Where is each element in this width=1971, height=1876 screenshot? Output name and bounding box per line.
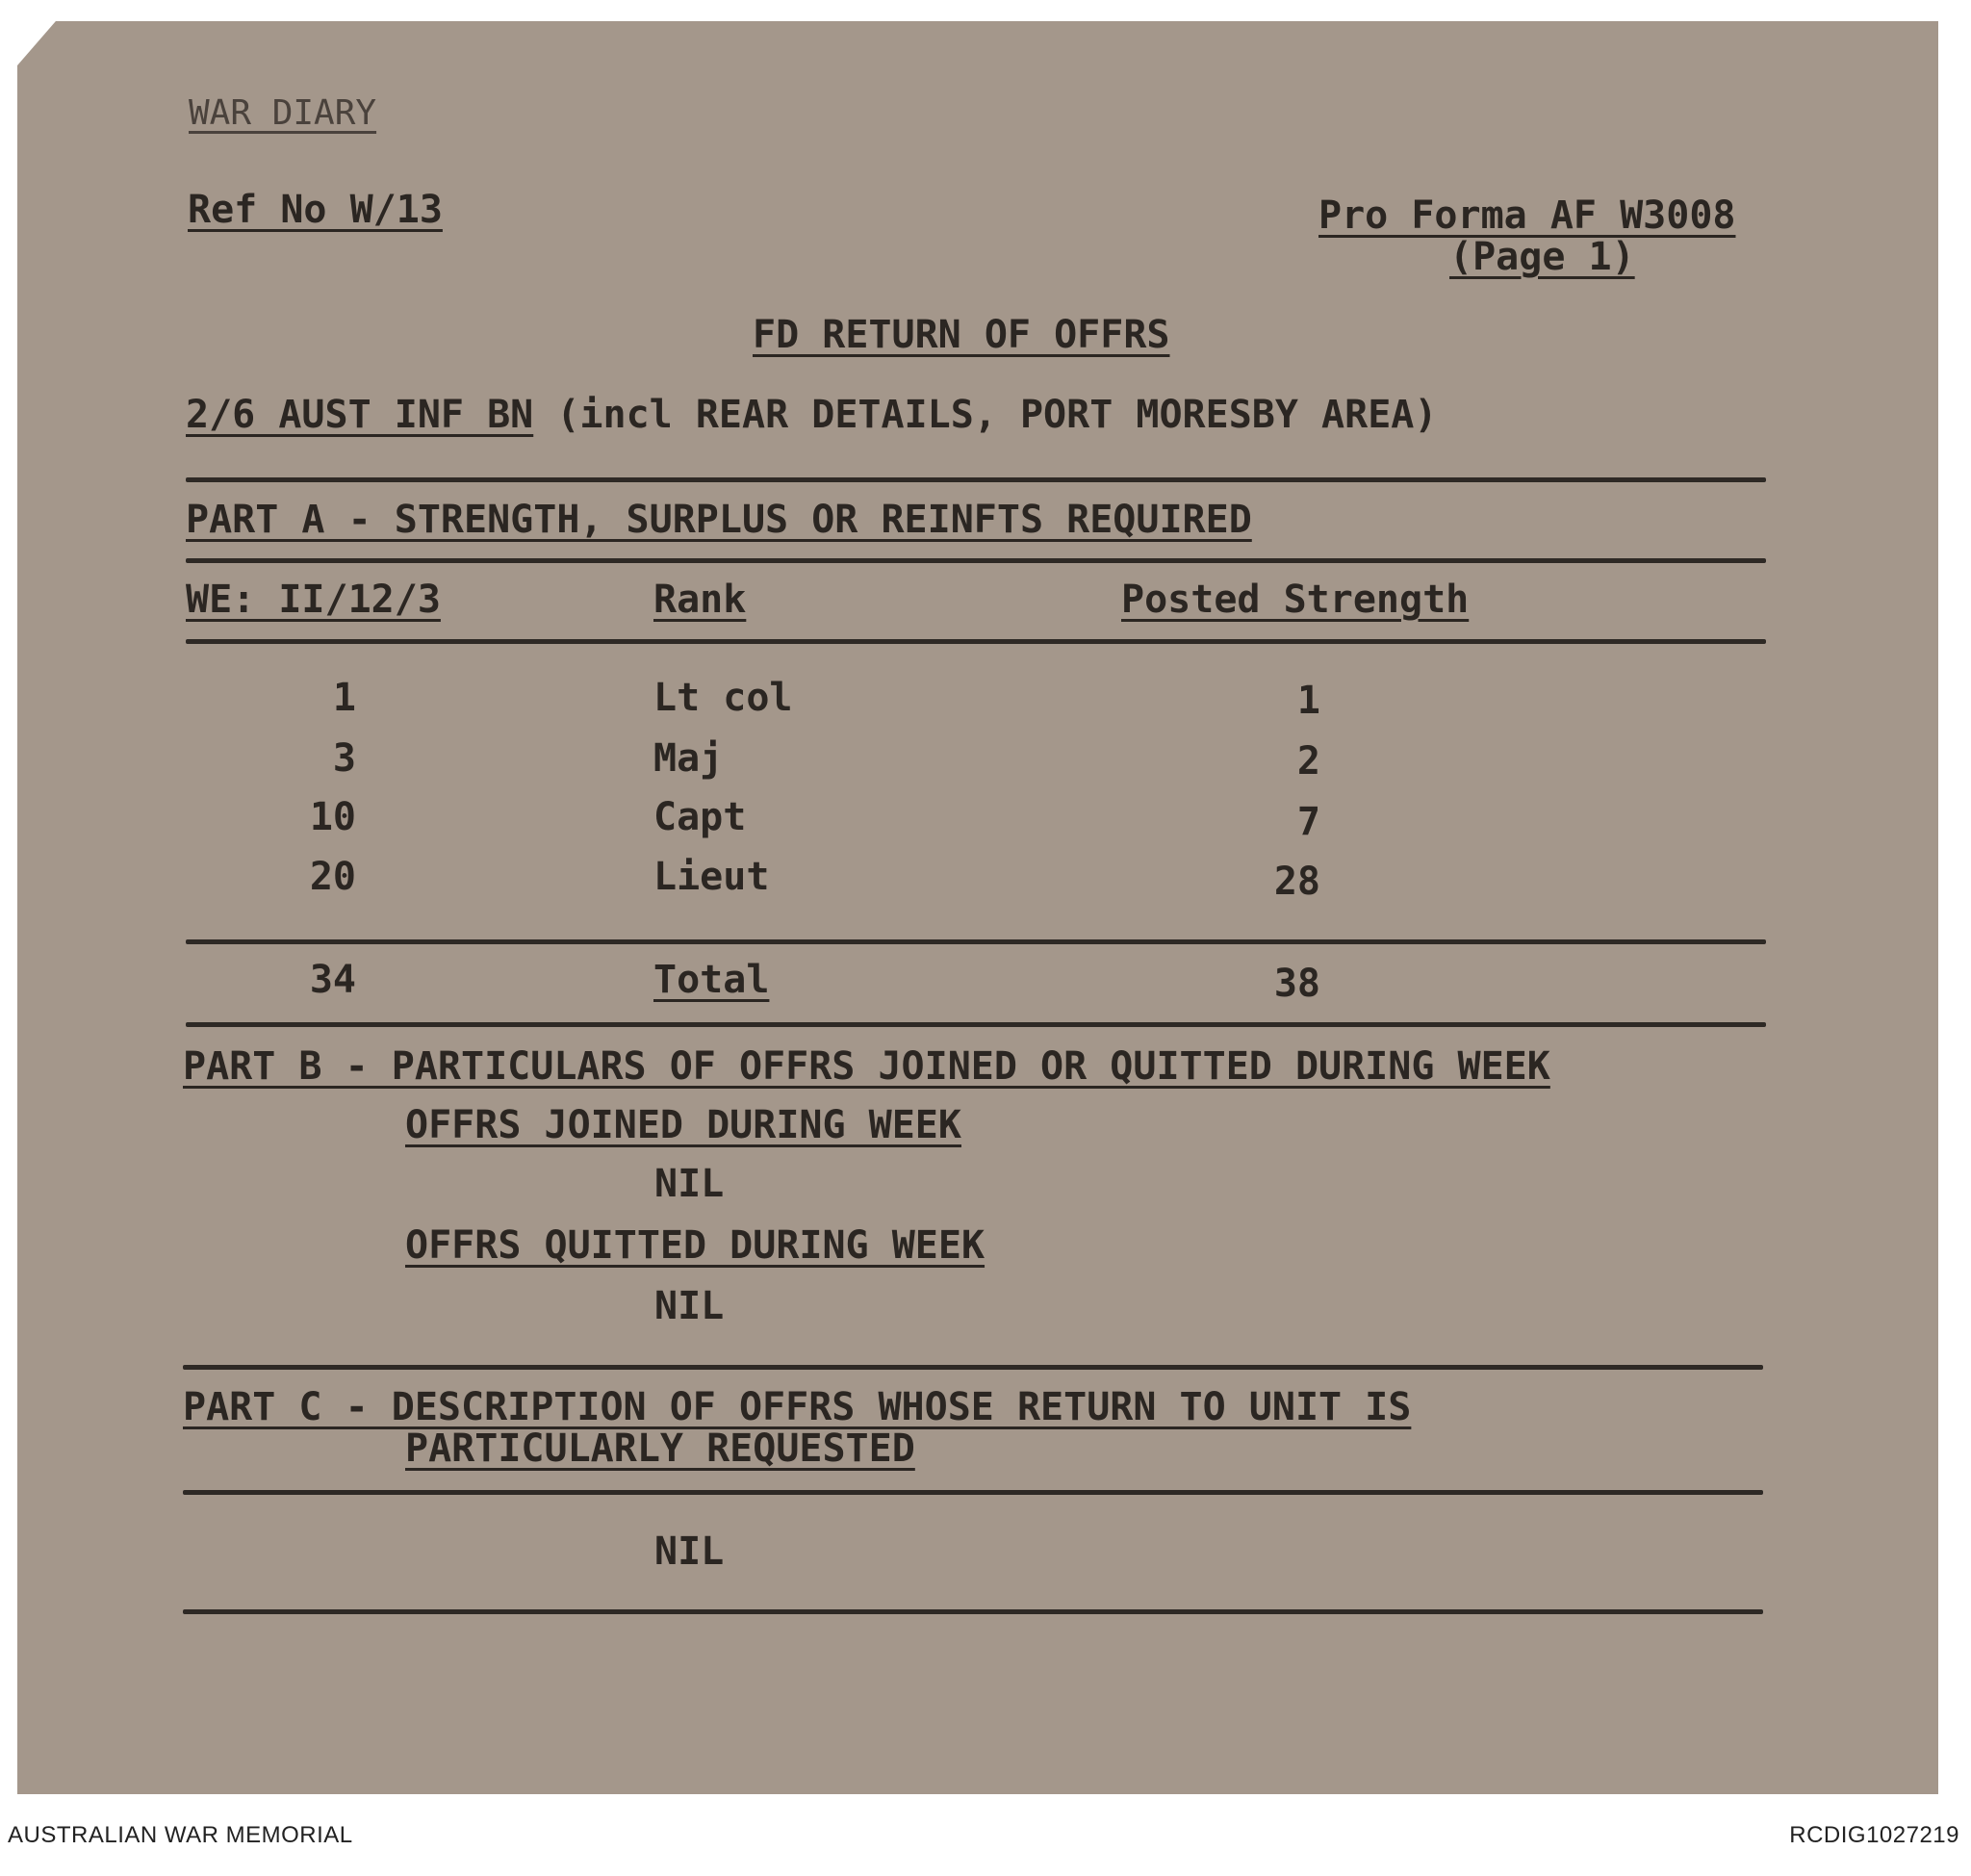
joined-value: NIL xyxy=(654,1162,725,1206)
footer-id: RCDIG1027219 xyxy=(1789,1822,1959,1848)
row-rank: Lt col xyxy=(653,676,793,720)
part-b-heading: PART B - PARTICULARS OF OFFRS JOINED OR QUITTED DURING WEEK xyxy=(183,1044,1550,1089)
unit-name: 2/6 AUST INF BN xyxy=(186,393,534,437)
ref-number: Ref No W/13 xyxy=(188,188,443,232)
row-rank: Lieut xyxy=(653,855,770,899)
pro-forma-label: Pro Forma AF W3008 xyxy=(1318,193,1736,238)
row-posted: 28 xyxy=(1273,860,1320,904)
unit-line xyxy=(186,393,1438,437)
col-header-we: WE: II/12/3 xyxy=(186,578,441,622)
total-label: Total xyxy=(653,958,770,1002)
col-header-rank: Rank xyxy=(653,578,747,622)
quitted-value: NIL xyxy=(654,1284,725,1328)
row-posted: 1 xyxy=(1296,679,1320,723)
page-title: FD RETURN OF OFFRS xyxy=(753,313,1170,357)
row-we: 10 xyxy=(309,795,356,839)
quitted-heading: OFFRS QUITTED DURING WEEK xyxy=(405,1223,986,1268)
rule-divider xyxy=(183,1490,1763,1495)
unit-detail: (incl REAR DETAILS, PORT MORESBY AREA) xyxy=(556,393,1438,437)
joined-heading: OFFRS JOINED DURING WEEK xyxy=(405,1103,961,1147)
page-number: (Page 1) xyxy=(1449,235,1635,279)
paper-sheet xyxy=(17,21,1938,1794)
part-c-heading: PART C - DESCRIPTION OF OFFRS WHOSE RETURN TO UNIT IS xyxy=(183,1385,1412,1429)
rule-divider xyxy=(186,1022,1766,1027)
total-posted: 38 xyxy=(1273,962,1320,1006)
footer-source: AUSTRALIAN WAR MEMORIAL xyxy=(8,1822,353,1848)
rule-divider xyxy=(183,1365,1763,1370)
rule-divider xyxy=(186,558,1766,563)
row-posted: 2 xyxy=(1296,739,1320,784)
total-we: 34 xyxy=(309,958,356,1002)
war-diary-label: WAR DIARY xyxy=(189,93,377,133)
part-c-heading-cont: PARTICULARLY REQUESTED xyxy=(405,1426,915,1471)
rule-divider xyxy=(186,639,1766,644)
rule-divider xyxy=(186,477,1766,482)
row-we: 20 xyxy=(309,855,356,899)
row-we: 1 xyxy=(332,676,356,720)
row-rank: Capt xyxy=(653,795,747,839)
row-we: 3 xyxy=(332,736,356,781)
rule-divider xyxy=(186,939,1766,944)
rule-divider xyxy=(183,1609,1763,1614)
col-header-posted: Posted Strength xyxy=(1121,578,1470,622)
row-rank: Maj xyxy=(653,736,724,781)
part-a-heading: PART A - STRENGTH, SURPLUS OR REINFTS REQUIRED xyxy=(186,498,1252,542)
part-c-value: NIL xyxy=(654,1529,725,1574)
row-posted: 7 xyxy=(1296,800,1320,844)
